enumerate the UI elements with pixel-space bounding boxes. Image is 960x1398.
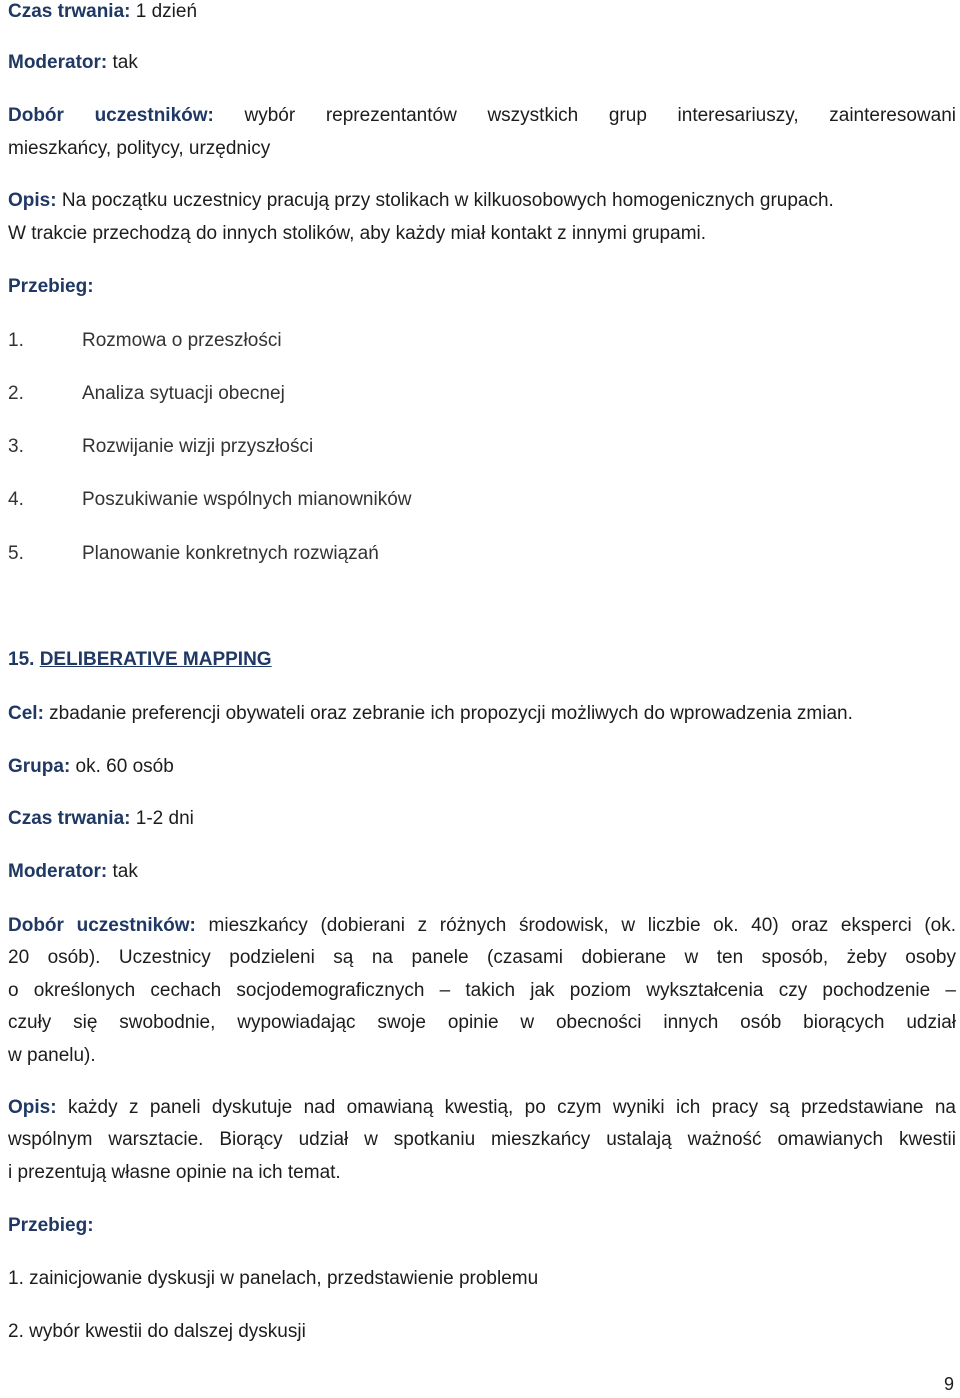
section-moderator-value: tak [107, 861, 138, 882]
section-selection-label: Dobór uczestników: [8, 915, 196, 936]
upper-selection-line1 [8, 100, 956, 132]
section-description-line1 [8, 1092, 956, 1124]
section-goal-value: zbadanie preferencji obywateli oraz zebranie ich propozycji możliwych do wprowadzenia zmian. [43, 703, 853, 724]
section-duration-label: Czas trwania: [8, 808, 131, 829]
section-group [8, 751, 956, 783]
upper-selection-line2: mieszkańcy, politycy, urzędnicy [8, 138, 271, 159]
section-moderator [8, 856, 956, 888]
section-selection-line3: o określonych cechach socjodemograficznych – takich jak poziom wykształcenia czy pochodzenie – [8, 980, 956, 1001]
upper-selection-text1: wybór reprezentantów wszystkich grup interesariuszy, zainteresowani [213, 105, 956, 126]
upper-moderator [8, 47, 956, 79]
upper-duration-label: Czas trwania: [8, 1, 131, 22]
section-selection-line2: 20 osób). Uczestnicy podzieleni są na panele (czasami dobierane w ten sposób, żeby osoby [8, 947, 956, 968]
section-heading [8, 644, 272, 676]
section-duration-value: 1-2 dni [130, 808, 194, 829]
upper-moderator-label: Moderator: [8, 52, 108, 73]
list-item: 5. Planowanie konkretnych rozwiązań [8, 543, 379, 564]
section-selection-line4: czuły się swobodnie, wypowiadając swoje opinie w obecności innych osób biorących udział [8, 1012, 956, 1033]
section-description-line3: i prezentują własne opinie na ich temat. [8, 1162, 341, 1183]
section-selection-text1: mieszkańcy (dobierani z różnych środowisk, w liczbie ok. 40) oraz eksperci (ok. [195, 915, 956, 936]
section-group-label: Grupa: [8, 756, 71, 777]
list-item: 1. Rozmowa o przeszłości [8, 330, 282, 351]
upper-description-line1 [8, 185, 956, 217]
section-selection-line1 [8, 910, 956, 942]
section-number: 15. [8, 649, 35, 670]
upper-description-text1: Na początku uczestnicy pracują przy stolikach w kilkuosobowych homogenicznych grupach. [56, 190, 834, 211]
section-group-value: ok. 60 osób [70, 756, 174, 777]
section-description-line2: wspólnym warsztacie. Biorący udział w spotkaniu mieszkańcy ustalają ważność omawianych kwestii [8, 1129, 956, 1150]
list-item: 2. wybór kwestii do dalszej dyskusji [8, 1321, 306, 1342]
list-item: 2. Analiza sytuacji obecnej [8, 383, 285, 404]
upper-duration-value: 1 dzień [130, 1, 198, 22]
list-item: 4. Poszukiwanie wspólnych mianowników [8, 489, 412, 510]
list-item: 3. Rozwijanie wizji przyszłości [8, 436, 314, 457]
section-goal [8, 698, 956, 730]
upper-description-line2: W trakcie przechodzą do innych stolików, aby każdy miał kontakt z innymi grupami. [8, 223, 707, 244]
upper-description-label: Opis: [8, 190, 57, 211]
section-title: DELIBERATIVE MAPPING [39, 649, 272, 670]
section-selection-line5: w panelu). [8, 1045, 96, 1066]
section-duration [8, 803, 956, 835]
upper-moderator-value: tak [107, 52, 138, 73]
upper-process-label: Przebieg: [8, 276, 94, 297]
upper-duration [8, 0, 956, 28]
page-number: 9 [943, 1374, 954, 1394]
section-description-label: Opis: [8, 1097, 57, 1118]
upper-selection-label: Dobór uczestników: [8, 105, 214, 126]
section-moderator-label: Moderator: [8, 861, 108, 882]
list-item: 1. zainicjowanie dyskusji w panelach, przedstawienie problemu [8, 1268, 539, 1289]
section-process-label: Przebieg: [8, 1215, 94, 1236]
section-description-text1: każdy z paneli dyskutuje nad omawianą kwestią, po czym wyniki ich pracy są przedstawiane na [56, 1097, 956, 1118]
section-goal-label: Cel: [8, 703, 44, 724]
